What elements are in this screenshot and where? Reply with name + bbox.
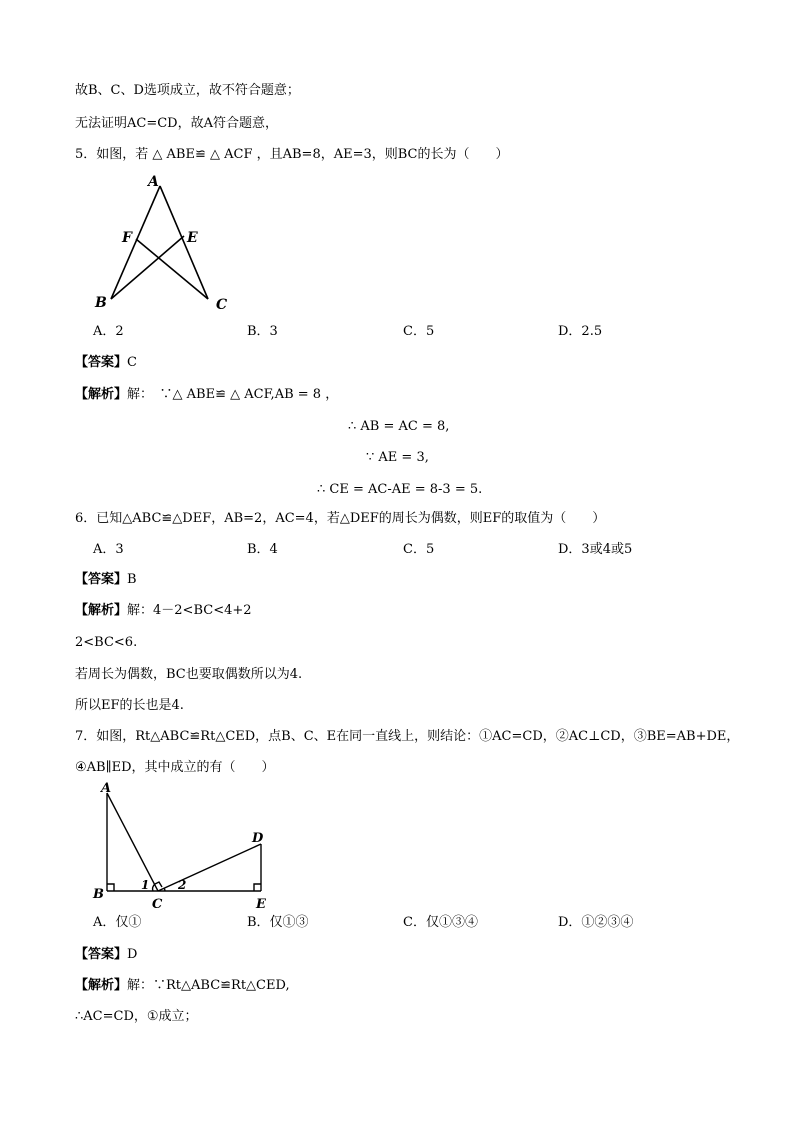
analysis-text: 解：4－2<BC<4+2 xyxy=(127,603,252,618)
analysis-line: 若周长为偶数，BC也要取偶数所以为4. xyxy=(75,667,303,682)
question-7-stem-cont: ④AB∥ED，其中成立的有（ ） xyxy=(75,760,275,775)
option-c: C．5 xyxy=(403,542,435,557)
option-d: D．①②③④ xyxy=(558,915,634,930)
label-A: A xyxy=(148,174,159,190)
answer-value: C xyxy=(127,355,137,370)
label-E: E xyxy=(187,230,198,246)
analysis-step: ∴ AB = AC = 8, xyxy=(348,419,450,434)
analysis-line: 所以EF的长也是4. xyxy=(75,698,184,713)
label-C: C xyxy=(216,297,228,313)
text-line: 无法证明AC=CD，故A符合题意， xyxy=(75,116,278,131)
analysis-tag: 【解析】 xyxy=(75,603,128,618)
label-A: A xyxy=(101,781,112,796)
option-d: D．3或4或5 xyxy=(558,542,633,557)
analysis-line xyxy=(75,602,252,620)
option-b: B．仅①③ xyxy=(247,915,309,930)
option-c: C．仅①③④ xyxy=(403,915,478,930)
analysis-step: ∵ AE = 3, xyxy=(366,450,429,465)
analysis-line: 2<BC<6. xyxy=(75,635,138,650)
analysis-tag: 【解析】 xyxy=(75,387,128,402)
option-a: A．2 xyxy=(93,324,124,339)
q5-triangle-figure xyxy=(85,168,245,318)
q7-right-triangles-figure xyxy=(85,780,285,910)
option-a: A．3 xyxy=(93,542,124,557)
analysis-tag: 【解析】 xyxy=(75,978,128,993)
label-C: C xyxy=(152,897,163,910)
angle-label-1: 1 xyxy=(141,878,150,892)
text-line: 故B、C、D选项成立，故不符合题意； xyxy=(75,83,300,98)
question-7-stem: 7．如图，Rt△ABC≌Rt△CED，点B、C、E在同一直线上，则结论：①AC=CD，②AC⊥CD，③BE=AB+DE， xyxy=(75,729,740,744)
analysis-line: ∴AC=CD，①成立； xyxy=(75,1009,198,1024)
analysis-text: 解：∵Rt△ABC≌Rt△CED, xyxy=(127,978,290,993)
answer-value: D xyxy=(127,947,138,962)
label-E: E xyxy=(256,897,266,910)
analysis-line xyxy=(75,386,338,404)
question-6-stem: 6．已知△ABC≌△DEF，AB=2，AC=4，若△DEF的周长为偶数，则EF的取值为（ ） xyxy=(75,511,606,526)
answer-line xyxy=(75,354,137,372)
analysis-step: ∴ CE = AC-AE = 8-3 = 5. xyxy=(317,482,483,497)
option-d: D．2.5 xyxy=(558,324,603,339)
option-b: B．3 xyxy=(247,324,278,339)
label-D: D xyxy=(252,831,264,846)
answer-tag: 【答案】 xyxy=(75,947,128,962)
question-5-stem: 5．如图，若 △ ABE≌ △ ACF ，且AB=8，AE=3，则BC的长为（ ） xyxy=(75,147,509,162)
option-a: A．仅① xyxy=(93,915,142,930)
analysis-line xyxy=(75,977,290,995)
answer-tag: 【答案】 xyxy=(75,572,128,587)
answer-line xyxy=(75,946,137,964)
answer-line xyxy=(75,571,137,589)
label-B: B xyxy=(93,887,104,902)
option-b: B．4 xyxy=(247,542,278,557)
answer-value: B xyxy=(127,572,137,587)
option-c: C．5 xyxy=(403,324,435,339)
label-F: F xyxy=(122,230,132,246)
label-B: B xyxy=(95,295,107,311)
answer-tag: 【答案】 xyxy=(75,355,128,370)
angle-label-2: 2 xyxy=(178,878,187,892)
analysis-text: 解： ∵△ ABE≌ △ ACF,AB = 8 ， xyxy=(127,387,339,402)
